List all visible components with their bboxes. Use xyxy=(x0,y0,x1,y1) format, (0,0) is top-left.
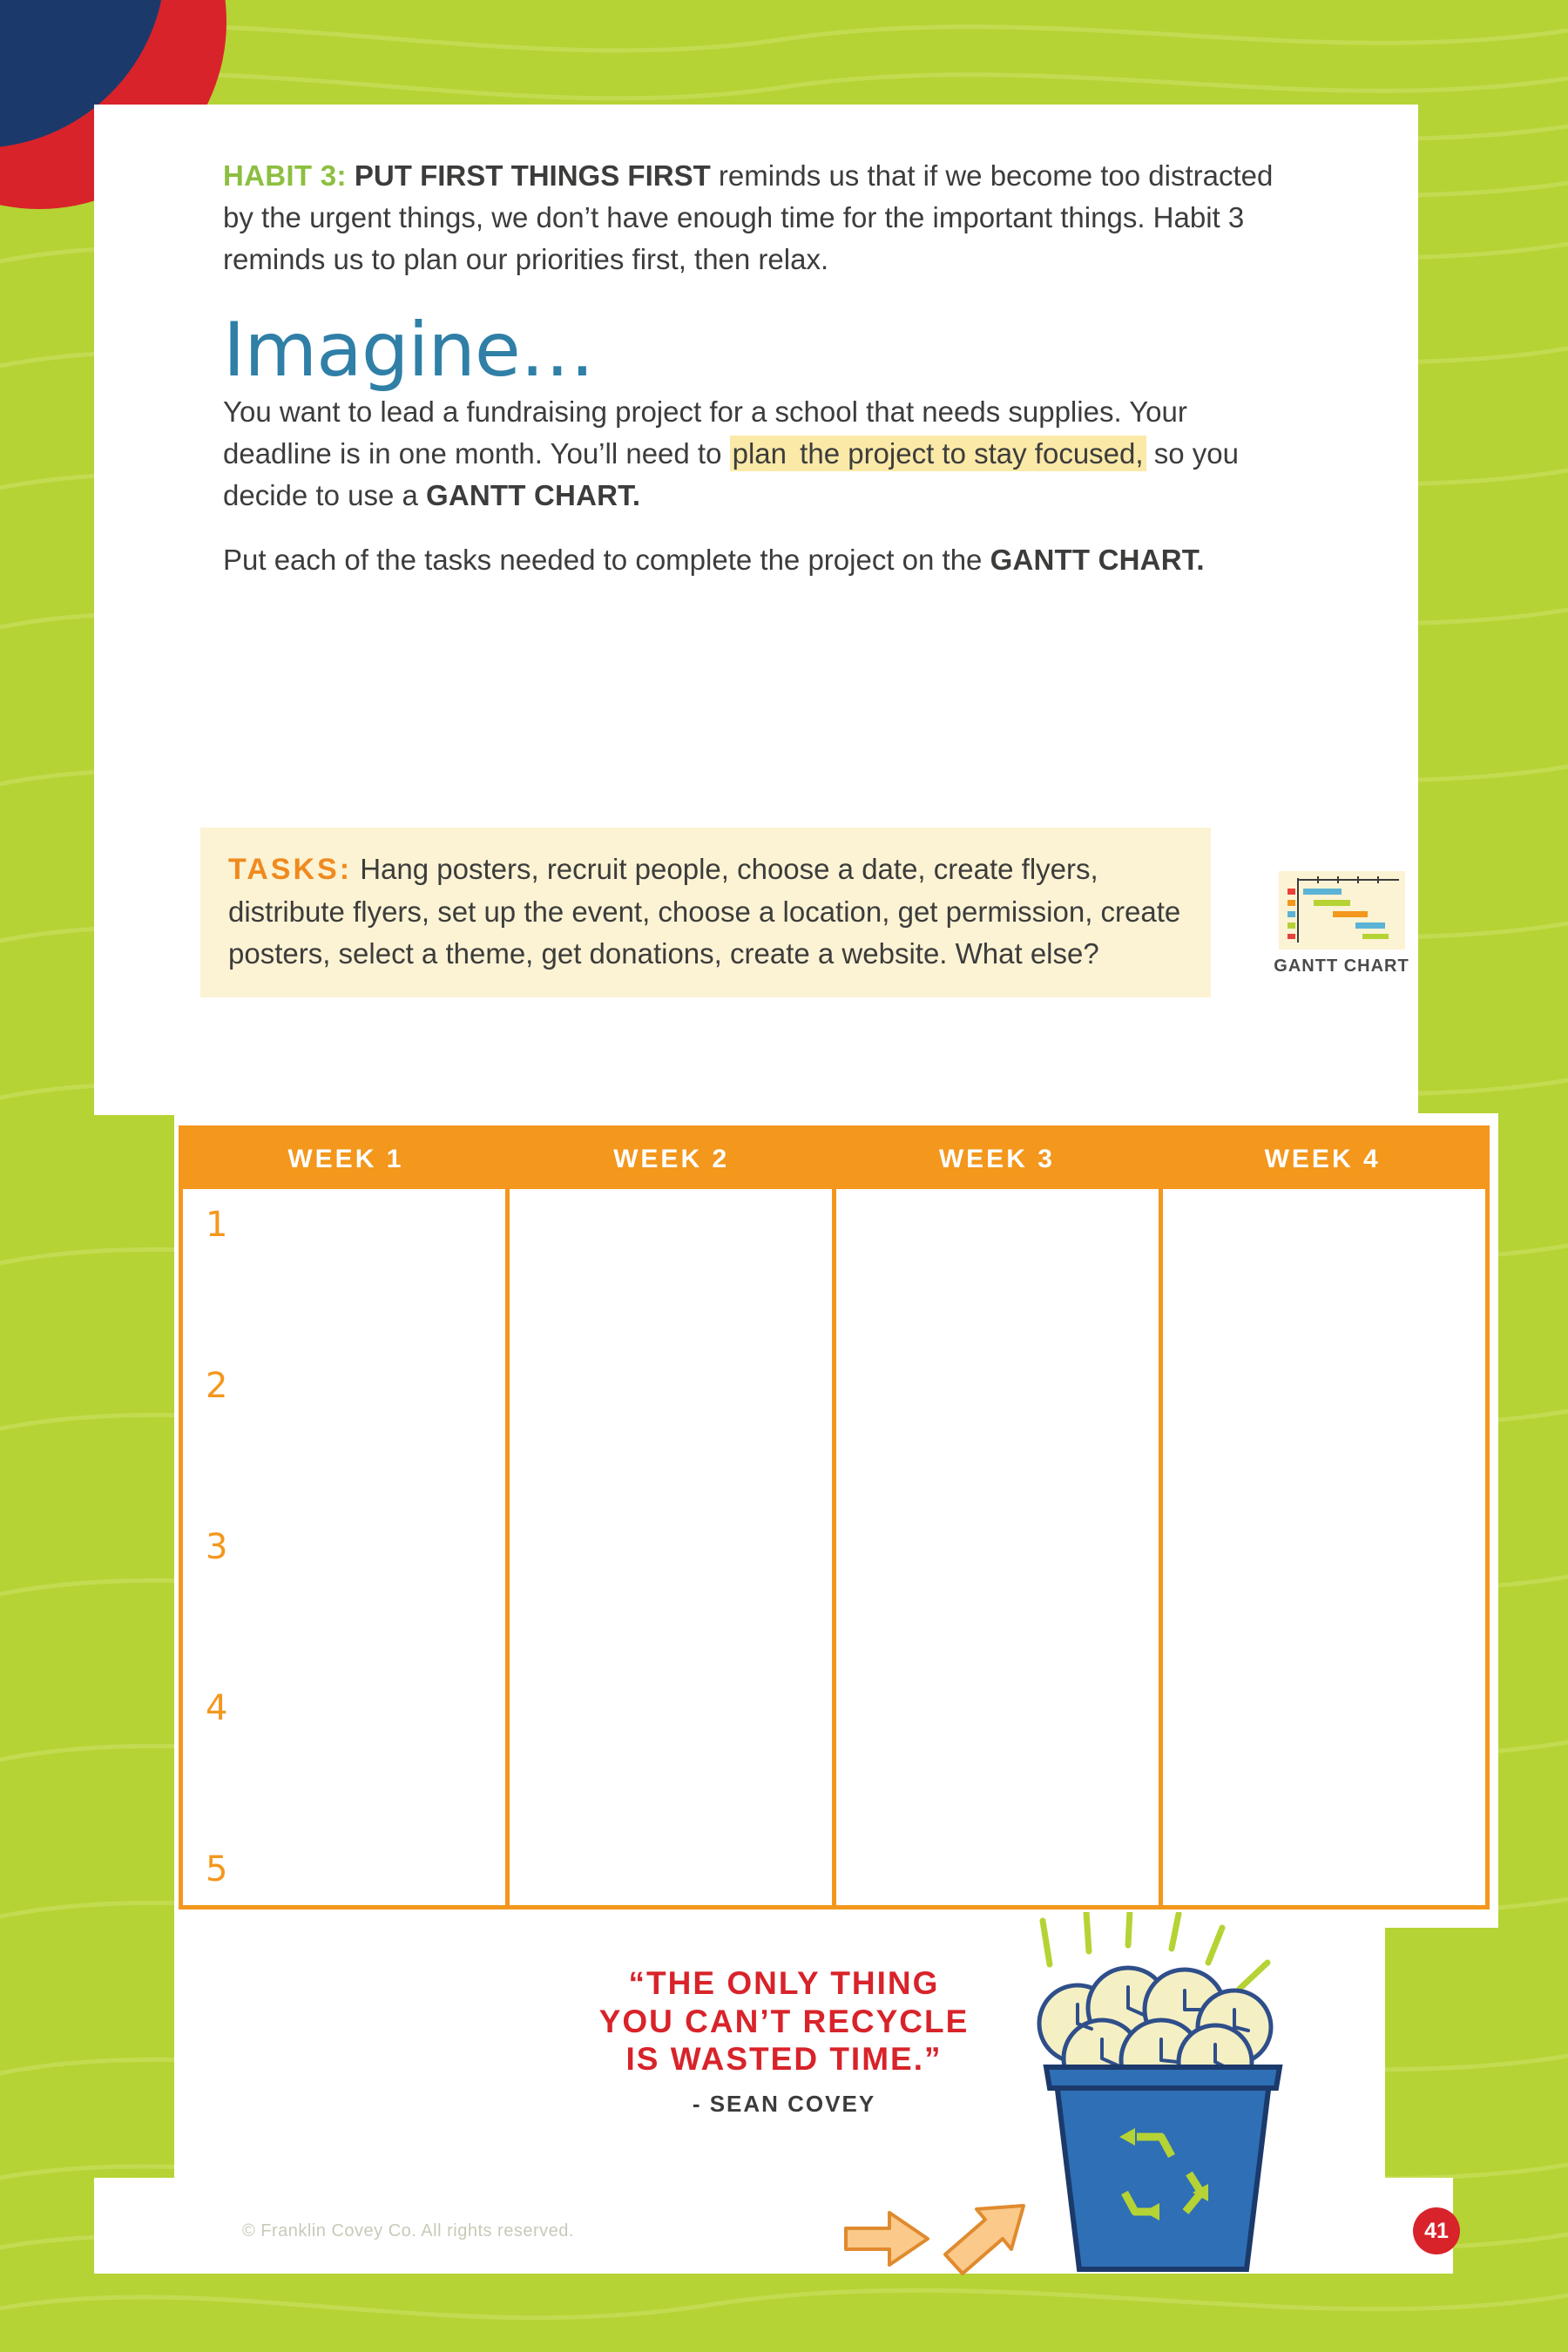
page-number-badge: 41 xyxy=(1413,2207,1460,2254)
main-content xyxy=(223,155,1312,604)
week-column-4[interactable] xyxy=(1163,1189,1485,1905)
tasks-paragraph xyxy=(228,848,1185,975)
row-number-1: 1 xyxy=(206,1205,228,1245)
week-column-3[interactable] xyxy=(836,1189,1163,1905)
habit-intro-paragraph xyxy=(223,155,1286,280)
row-number-2: 2 xyxy=(206,1366,228,1406)
tasks-label: TASKS: xyxy=(228,853,353,886)
gantt-weeks-table xyxy=(179,1125,1490,1909)
week-header-2: WEEK 2 xyxy=(613,1145,730,1173)
imagine-paragraph-2 xyxy=(223,539,1268,581)
highlight-phrase-2: the project to stay focused, xyxy=(797,436,1146,471)
imagine-p2-a: Put each of the tasks needed to complete the project on the xyxy=(223,543,990,576)
tasks-callout-box xyxy=(200,828,1211,997)
arrow-right-icon xyxy=(846,2213,928,2265)
row-number-5: 5 xyxy=(206,1849,228,1889)
week-column-2[interactable] xyxy=(510,1189,836,1905)
bin-body xyxy=(1057,2083,1269,2269)
imagine-heading: Imagine… xyxy=(223,306,594,394)
week-header-3: WEEK 3 xyxy=(938,1145,1055,1173)
weeks-table-header-row xyxy=(183,1130,1485,1189)
habit-body: reminds us that if we become too distracted by the urgent things, we don’t have enough time for the important things. Habit 3 reminds us to plan our priorities first, then relax. xyxy=(223,159,1274,275)
copyright-text: © Franklin Covey Co. All rights reserved. xyxy=(242,2221,574,2240)
tasks-list-text: Hang posters, recruit people, choose a date, create flyers, distribute flyers, set up the event, choose a location, get permission, create posters, select a theme, get donations, create a website. What else? xyxy=(228,853,1181,970)
quote-line-1: “THE ONLY THING xyxy=(628,1965,940,2001)
gantt-chart-caption: GANTT CHART xyxy=(1274,956,1409,976)
weeks-table-body xyxy=(183,1189,1485,1905)
row-number-4: 4 xyxy=(206,1688,228,1728)
week-column-1[interactable] xyxy=(183,1189,510,1905)
row-number-list xyxy=(206,1205,227,1889)
gantt-chart-term-1: GANTT CHART. xyxy=(426,478,641,511)
quote-line-2: YOU CAN’T RECYCLE xyxy=(598,2003,970,2039)
gantt-chart-icon xyxy=(1279,871,1405,950)
pointing-arrows-illustration xyxy=(841,2186,1085,2282)
arrow-up-right-icon xyxy=(945,2206,1024,2274)
imagine-p1-b: so you decide to use a xyxy=(223,437,1239,511)
gantt-chart-thumbnail xyxy=(1267,871,1416,977)
imagine-paragraph-1 xyxy=(223,391,1268,517)
imagine-p1-a: You want to lead a fundraising project for a school that needs supplies. Your deadline is in one month. You’ll need to xyxy=(223,395,1187,470)
gantt-chart-icon-svg xyxy=(1279,871,1405,950)
bin-rim xyxy=(1046,2067,1280,2088)
quote-block xyxy=(558,1964,1010,2118)
row-number-3: 3 xyxy=(206,1527,228,1567)
week-header-4: WEEK 4 xyxy=(1264,1145,1381,1173)
week-header-1: WEEK 1 xyxy=(287,1145,404,1173)
quote-attribution: - SEAN COVEY xyxy=(692,2090,876,2117)
habit-title: PUT FIRST THINGS FIRST xyxy=(354,159,711,192)
habit-label: HABIT 3: xyxy=(223,159,347,192)
highlight-phrase-1: plan xyxy=(730,436,798,471)
quote-line-3: IS WASTED TIME.” xyxy=(625,2041,943,2078)
gantt-chart-term-2: GANTT CHART. xyxy=(990,543,1205,576)
